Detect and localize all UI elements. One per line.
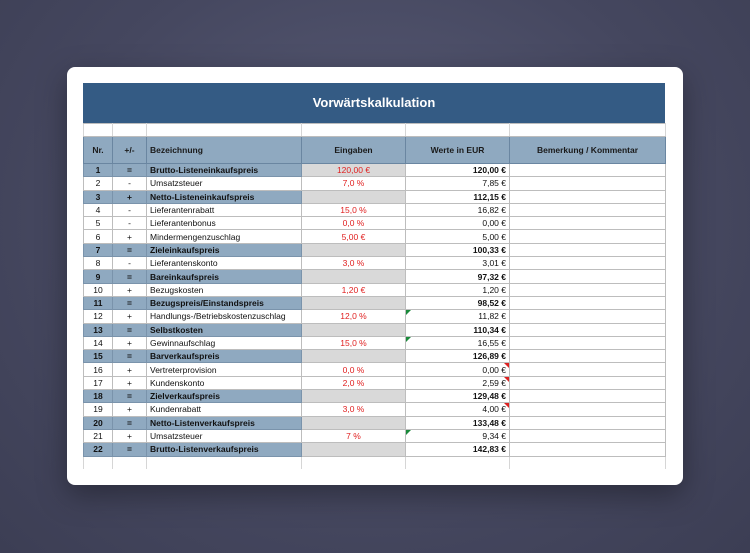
row-value-cell[interactable]: 16,55 €: [406, 336, 510, 349]
header-row: [84, 137, 666, 164]
row-op-cell[interactable]: +: [113, 230, 147, 243]
row-input-cell[interactable]: [302, 323, 406, 336]
row-value-cell[interactable]: 9,34 €: [406, 429, 510, 442]
cell[interactable]: [510, 124, 666, 137]
row-input-cell[interactable]: 7 %: [302, 429, 406, 442]
row-remark-cell[interactable]: [510, 363, 666, 376]
row-value-cell[interactable]: 112,15 €: [406, 190, 510, 203]
cell[interactable]: [302, 124, 406, 137]
row-remark-cell[interactable]: [510, 283, 666, 296]
row-value-cell[interactable]: 16,82 €: [406, 203, 510, 216]
row-name-cell[interactable]: Gewinnaufschlag: [147, 336, 302, 349]
row-value-cell[interactable]: 3,01 €: [406, 257, 510, 270]
row-name-cell[interactable]: Selbstkosten: [147, 323, 302, 336]
table-row: [84, 350, 666, 363]
row-remark-cell[interactable]: [510, 190, 666, 203]
row-remark-cell[interactable]: [510, 296, 666, 309]
table-row: [84, 390, 666, 403]
table-row: [84, 443, 666, 456]
row-value-cell[interactable]: 4,00 €: [406, 403, 510, 416]
spacer-row: [84, 124, 666, 137]
row-name-cell[interactable]: Bezugspreis/Einstandspreis: [147, 296, 302, 309]
row-nr-cell[interactable]: 3: [84, 190, 113, 203]
row-remark-cell[interactable]: [510, 350, 666, 363]
row-remark-cell[interactable]: [510, 323, 666, 336]
row-input-cell[interactable]: 1,20 €: [302, 283, 406, 296]
row-nr-cell[interactable]: 8: [84, 257, 113, 270]
row-name-cell[interactable]: Bareinkaufspreis: [147, 270, 302, 283]
row-name-cell[interactable]: Lieferantenbonus: [147, 217, 302, 230]
row-op-cell[interactable]: +: [113, 190, 147, 203]
row-value-cell[interactable]: 5,00 €: [406, 230, 510, 243]
row-op-cell[interactable]: =: [113, 443, 147, 456]
row-op-cell[interactable]: -: [113, 257, 147, 270]
row-nr-cell[interactable]: 12: [84, 310, 113, 323]
row-remark-cell[interactable]: [510, 203, 666, 216]
cell[interactable]: [510, 456, 666, 469]
row-input-cell[interactable]: [302, 390, 406, 403]
row-value-cell[interactable]: 110,34 €: [406, 323, 510, 336]
row-value-cell[interactable]: 0,00 €: [406, 363, 510, 376]
row-name-cell[interactable]: Netto-Listeneinkaufspreis: [147, 190, 302, 203]
cell[interactable]: [84, 124, 113, 137]
row-name-cell[interactable]: Zieleinkaufspreis: [147, 243, 302, 256]
row-input-cell[interactable]: 7,0 %: [302, 177, 406, 190]
row-nr-cell[interactable]: 21: [84, 429, 113, 442]
row-input-cell[interactable]: 2,0 %: [302, 376, 406, 389]
row-remark-cell[interactable]: [510, 390, 666, 403]
header-value[interactable]: Werte in EUR: [406, 137, 510, 164]
row-input-cell[interactable]: 5,00 €: [302, 230, 406, 243]
row-input-cell[interactable]: [302, 350, 406, 363]
row-nr-cell[interactable]: 19: [84, 403, 113, 416]
row-name-cell[interactable]: Lieferantenskonto: [147, 257, 302, 270]
row-op-cell[interactable]: +: [113, 310, 147, 323]
row-input-cell[interactable]: 0,0 %: [302, 217, 406, 230]
row-value-cell[interactable]: 129,48 €: [406, 390, 510, 403]
row-nr-cell[interactable]: 18: [84, 390, 113, 403]
row-remark-cell[interactable]: [510, 376, 666, 389]
table-row: [84, 310, 666, 323]
row-name-cell[interactable]: Barverkaufspreis: [147, 350, 302, 363]
row-input-cell[interactable]: 3,0 %: [302, 403, 406, 416]
row-input-cell[interactable]: 3,0 %: [302, 257, 406, 270]
row-value-cell[interactable]: 98,52 €: [406, 296, 510, 309]
row-remark-cell[interactable]: [510, 403, 666, 416]
row-nr-cell[interactable]: 17: [84, 376, 113, 389]
table-row: [84, 243, 666, 256]
row-name-cell[interactable]: Kundenrabatt: [147, 403, 302, 416]
row-name-cell[interactable]: Netto-Listenverkaufspreis: [147, 416, 302, 429]
row-input-cell[interactable]: 120,00 €: [302, 164, 406, 177]
row-remark-cell[interactable]: [510, 270, 666, 283]
table-row: [84, 257, 666, 270]
row-remark-cell[interactable]: [510, 310, 666, 323]
row-value-cell[interactable]: 100,33 €: [406, 243, 510, 256]
cell[interactable]: [113, 124, 147, 137]
row-nr-cell[interactable]: 16: [84, 363, 113, 376]
row-remark-cell[interactable]: [510, 243, 666, 256]
row-input-cell[interactable]: [302, 270, 406, 283]
row-nr-cell[interactable]: 11: [84, 296, 113, 309]
table-row: [84, 336, 666, 349]
row-remark-cell[interactable]: [510, 217, 666, 230]
row-value-cell[interactable]: 97,32 €: [406, 270, 510, 283]
row-op-cell[interactable]: -: [113, 203, 147, 216]
row-value-cell[interactable]: 2,59 €: [406, 376, 510, 389]
row-remark-cell[interactable]: [510, 416, 666, 429]
row-nr-cell[interactable]: 22: [84, 443, 113, 456]
row-op-cell[interactable]: =: [113, 323, 147, 336]
row-op-cell[interactable]: +: [113, 403, 147, 416]
spreadsheet: [83, 83, 665, 469]
table-row: [84, 270, 666, 283]
row-nr-cell[interactable]: 4: [84, 203, 113, 216]
table-row: [84, 283, 666, 296]
row-name-cell[interactable]: Brutto-Listeneinkaufspreis: [147, 164, 302, 177]
row-nr-cell[interactable]: 6: [84, 230, 113, 243]
cell[interactable]: [147, 456, 302, 469]
row-input-cell[interactable]: 12,0 %: [302, 310, 406, 323]
row-op-cell[interactable]: +: [113, 336, 147, 349]
spreadsheet-card: [67, 67, 683, 485]
row-input-cell[interactable]: 15,0 %: [302, 203, 406, 216]
row-name-cell[interactable]: Umsatzsteuer: [147, 429, 302, 442]
row-op-cell[interactable]: =: [113, 243, 147, 256]
cell[interactable]: [406, 124, 510, 137]
row-remark-cell[interactable]: [510, 443, 666, 456]
header-remark[interactable]: Bemerkung / Kommentar: [510, 137, 666, 164]
header-name[interactable]: Bezeichnung: [147, 137, 302, 164]
header-op[interactable]: +/-: [113, 137, 147, 164]
table-row: [84, 217, 666, 230]
table-row: [84, 323, 666, 336]
row-input-cell[interactable]: 15,0 %: [302, 336, 406, 349]
calculation-table: [83, 123, 666, 469]
row-value-cell[interactable]: 133,48 €: [406, 416, 510, 429]
row-nr-cell[interactable]: 10: [84, 283, 113, 296]
sheet-title: Vorwärtskalkulation: [83, 83, 665, 123]
row-nr-cell[interactable]: 2: [84, 177, 113, 190]
row-name-cell[interactable]: Lieferantenrabatt: [147, 203, 302, 216]
spacer-row: [84, 456, 666, 469]
row-remark-cell[interactable]: [510, 230, 666, 243]
row-op-cell[interactable]: -: [113, 217, 147, 230]
row-op-cell[interactable]: +: [113, 283, 147, 296]
row-input-cell[interactable]: 0,0 %: [302, 363, 406, 376]
row-nr-cell[interactable]: 20: [84, 416, 113, 429]
table-row: [84, 190, 666, 203]
row-value-cell[interactable]: 126,89 €: [406, 350, 510, 363]
row-remark-cell[interactable]: [510, 336, 666, 349]
row-remark-cell[interactable]: [510, 429, 666, 442]
table-row: [84, 403, 666, 416]
row-op-cell[interactable]: =: [113, 390, 147, 403]
header-nr[interactable]: Nr.: [84, 137, 113, 164]
row-nr-cell[interactable]: 1: [84, 164, 113, 177]
row-name-cell[interactable]: Mindermengenzuschlag: [147, 230, 302, 243]
row-remark-cell[interactable]: [510, 177, 666, 190]
row-name-cell[interactable]: Zielverkaufspreis: [147, 390, 302, 403]
row-remark-cell[interactable]: [510, 257, 666, 270]
cell[interactable]: [113, 456, 147, 469]
table-row: [84, 416, 666, 429]
row-input-cell[interactable]: [302, 443, 406, 456]
cell[interactable]: [147, 124, 302, 137]
row-value-cell[interactable]: 142,83 €: [406, 443, 510, 456]
row-name-cell[interactable]: Umsatzsteuer: [147, 177, 302, 190]
header-input[interactable]: Eingaben: [302, 137, 406, 164]
row-nr-cell[interactable]: 13: [84, 323, 113, 336]
row-op-cell[interactable]: =: [113, 416, 147, 429]
row-op-cell[interactable]: =: [113, 296, 147, 309]
cell[interactable]: [84, 456, 113, 469]
table-row: [84, 363, 666, 376]
cell[interactable]: [406, 456, 510, 469]
row-value-cell[interactable]: 11,82 €: [406, 310, 510, 323]
row-remark-cell[interactable]: [510, 164, 666, 177]
row-op-cell[interactable]: -: [113, 177, 147, 190]
row-name-cell[interactable]: Handlungs-/Betriebskostenzuschlag: [147, 310, 302, 323]
row-input-cell[interactable]: [302, 243, 406, 256]
row-input-cell[interactable]: [302, 416, 406, 429]
row-input-cell[interactable]: [302, 296, 406, 309]
row-name-cell[interactable]: Vertreterprovision: [147, 363, 302, 376]
table-row: [84, 429, 666, 442]
table-row: [84, 376, 666, 389]
row-op-cell[interactable]: +: [113, 429, 147, 442]
table-row: [84, 296, 666, 309]
table-row: [84, 203, 666, 216]
row-name-cell[interactable]: Brutto-Listenverkaufspreis: [147, 443, 302, 456]
row-value-cell[interactable]: 7,85 €: [406, 177, 510, 190]
row-op-cell[interactable]: +: [113, 363, 147, 376]
row-op-cell[interactable]: =: [113, 350, 147, 363]
row-value-cell[interactable]: 120,00 €: [406, 164, 510, 177]
row-nr-cell[interactable]: 5: [84, 217, 113, 230]
table-row: [84, 177, 666, 190]
row-name-cell[interactable]: Kundenskonto: [147, 376, 302, 389]
cell[interactable]: [302, 456, 406, 469]
table-row: [84, 230, 666, 243]
row-nr-cell[interactable]: 14: [84, 336, 113, 349]
row-name-cell[interactable]: Bezugskosten: [147, 283, 302, 296]
row-nr-cell[interactable]: 15: [84, 350, 113, 363]
row-input-cell[interactable]: [302, 190, 406, 203]
row-op-cell[interactable]: +: [113, 376, 147, 389]
row-op-cell[interactable]: =: [113, 270, 147, 283]
row-value-cell[interactable]: 0,00 €: [406, 217, 510, 230]
row-nr-cell[interactable]: 7: [84, 243, 113, 256]
table-row: [84, 164, 666, 177]
row-nr-cell[interactable]: 9: [84, 270, 113, 283]
row-value-cell[interactable]: 1,20 €: [406, 283, 510, 296]
row-op-cell[interactable]: =: [113, 164, 147, 177]
